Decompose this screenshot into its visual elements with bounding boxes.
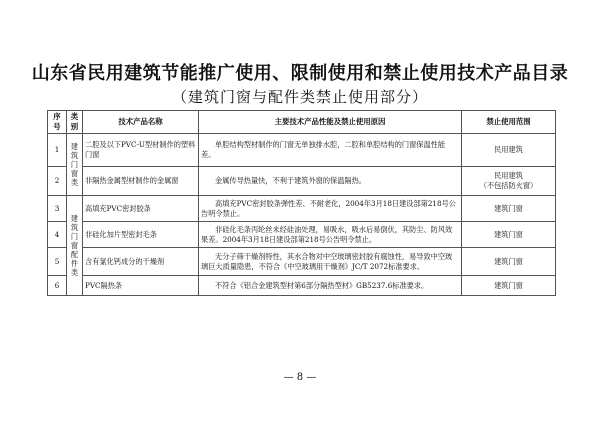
- category-accessories: 建筑门窗配件类: [67, 196, 83, 296]
- product-reason: 高填充PVC密封胶条弹性差、不耐老化，2004年3月18日建设部第218号公告明令禁止。: [199, 196, 462, 222]
- row-number: 2: [48, 167, 67, 196]
- header-reason: 主要技术产品性能及禁止使用原因: [199, 111, 462, 134]
- header-product-name: 技术产品名称: [83, 111, 199, 134]
- table-row: [48, 134, 556, 167]
- category-windows: 建筑门窗类: [67, 134, 83, 196]
- row-number: 6: [48, 276, 67, 296]
- table-row: [48, 167, 556, 196]
- header-scope: 禁止使用范围: [462, 111, 556, 134]
- row-number: 3: [48, 196, 67, 222]
- product-reason: 无分子筛干燥剂特性，其水合物对中空玻璃密封胶有腐蚀性，易导致中空玻璃巨大质量隐患，不符合《中空玻璃用干燥剂》JC/T 2072标准要求。: [199, 248, 462, 276]
- header-no: 序号: [48, 111, 67, 134]
- scope-note: （不包括防火窗）: [479, 181, 538, 190]
- product-scope: 民用建筑: [462, 134, 556, 167]
- row-number: 4: [48, 222, 67, 248]
- page-number: — 8 —: [283, 372, 317, 383]
- product-scope: 建筑门窗: [462, 276, 556, 296]
- header-category: 类别: [67, 111, 83, 134]
- page-subtitle: （建筑门窗与配件类禁止使用部分）: [171, 88, 428, 106]
- product-name: PVC隔热条: [83, 276, 199, 296]
- table-row: [48, 248, 556, 276]
- product-name: 非隔热金属型材制作的金属窗: [83, 167, 199, 196]
- product-name: 非硅化加片型密封毛条: [83, 222, 199, 248]
- product-reason: 金属传导热量快，不利于建筑外窗的保温隔热。: [199, 167, 462, 196]
- product-name: 二腔及以下PVC-U型材制作的塑料门窗: [83, 134, 199, 167]
- scope-main: 民用建筑: [494, 171, 523, 180]
- product-reason: 非硅化毛条丙纶丝未经硅油处理，易吸水，吸水后易倒伏，其防尘、防风效果差。2004年3月18日建设部第218号公告明令禁止。: [199, 222, 462, 248]
- table-row: [48, 222, 556, 248]
- row-number: 5: [48, 248, 67, 276]
- product-scope: [462, 167, 556, 196]
- product-table: [47, 110, 556, 296]
- product-scope: 建筑门窗: [462, 196, 556, 222]
- table-row: [48, 276, 556, 296]
- page-title: 山东省民用建筑节能推广使用、限制使用和禁止使用技术产品目录: [31, 63, 569, 84]
- row-number: 1: [48, 134, 67, 167]
- product-reason: 单腔结构型材制作的门窗无单独排水腔，二腔和单腔结构的门窗保温性能差。: [199, 134, 462, 167]
- table-row: [48, 196, 556, 222]
- product-name: 高填充PVC密封胶条: [83, 196, 199, 222]
- table-header-row: [48, 111, 556, 134]
- product-scope: 建筑门窗: [462, 248, 556, 276]
- product-name: 含有氯化钙成分的干燥剂: [83, 248, 199, 276]
- product-scope: 建筑门窗: [462, 222, 556, 248]
- product-reason: 不符合《铝合金建筑型材第6部分隔热型材》GB5237.6标准要求。: [199, 276, 462, 296]
